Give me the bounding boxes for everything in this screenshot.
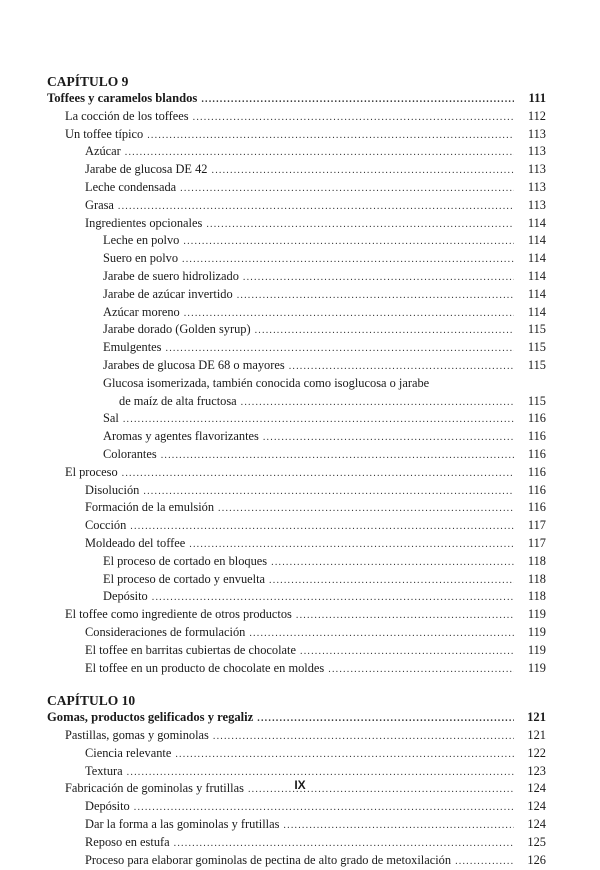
dot-leader bbox=[212, 162, 515, 180]
toc-entry-title: Dar la forma a las gominolas y frutillas bbox=[85, 817, 280, 832]
dot-leader bbox=[455, 853, 514, 870]
dot-leader bbox=[193, 109, 514, 127]
toc-entry bbox=[47, 464, 546, 482]
toc-entry-title: Textura bbox=[85, 763, 123, 778]
toc-entry-page: 116 bbox=[527, 464, 546, 479]
toc-entry-page: 121 bbox=[527, 728, 546, 743]
chapter-9 bbox=[47, 74, 546, 677]
toc-entry bbox=[47, 553, 546, 571]
toc-entry bbox=[47, 90, 546, 108]
chapter-entries bbox=[47, 90, 546, 677]
toc-entry-page: 113 bbox=[527, 126, 546, 141]
toc-entry-title: Leche en polvo bbox=[103, 233, 180, 248]
table-of-contents bbox=[47, 74, 546, 869]
dot-leader bbox=[166, 340, 515, 358]
toc-entry-page: 114 bbox=[527, 286, 546, 301]
toc-entry-page: 124 bbox=[527, 799, 546, 814]
dot-leader bbox=[269, 572, 514, 590]
toc-entry bbox=[47, 624, 546, 642]
toc-entry bbox=[47, 745, 546, 763]
dot-leader bbox=[147, 127, 514, 145]
toc-entry-page: 115 bbox=[527, 357, 546, 372]
toc-entry bbox=[47, 126, 546, 144]
toc-entry bbox=[47, 375, 546, 393]
toc-entry-page: 114 bbox=[527, 233, 546, 248]
toc-entry bbox=[47, 232, 546, 250]
dot-leader bbox=[249, 625, 514, 643]
toc-entry-title: Jarabe de azúcar invertido bbox=[103, 286, 233, 301]
toc-entry bbox=[47, 143, 546, 161]
toc-entry-page: 113 bbox=[527, 179, 546, 194]
toc-entry-title: Pastillas, gomas y gominolas bbox=[65, 728, 209, 743]
toc-entry bbox=[47, 446, 546, 464]
toc-entry-title: Moldeado del toffee bbox=[85, 535, 186, 550]
dot-leader bbox=[243, 269, 514, 287]
toc-entry-title: Cocción bbox=[85, 518, 127, 533]
toc-entry-page: 116 bbox=[527, 500, 546, 515]
dot-leader bbox=[213, 728, 514, 746]
toc-entry bbox=[47, 108, 546, 126]
toc-entry bbox=[47, 304, 546, 322]
toc-entry bbox=[47, 588, 546, 606]
toc-entry-page: 122 bbox=[527, 745, 546, 760]
toc-entry bbox=[47, 197, 546, 215]
toc-entry-page: 121 bbox=[527, 710, 546, 725]
dot-leader bbox=[241, 394, 514, 412]
toc-entry-title: Ingredientes opcionales bbox=[85, 215, 203, 230]
toc-entry-title: Depósito bbox=[103, 589, 148, 604]
toc-entry-page: 119 bbox=[527, 660, 546, 675]
dot-leader bbox=[283, 817, 514, 835]
toc-entry-title: Colorantes bbox=[103, 446, 157, 461]
toc-entry bbox=[47, 727, 546, 745]
dot-leader bbox=[175, 746, 514, 764]
toc-entry bbox=[47, 250, 546, 268]
toc-entry-page: 114 bbox=[527, 251, 546, 266]
dot-leader bbox=[183, 233, 514, 251]
toc-entry-title: Suero en polvo bbox=[103, 251, 179, 266]
toc-entry bbox=[47, 499, 546, 517]
toc-entry-page: 124 bbox=[527, 817, 546, 832]
dot-leader bbox=[180, 180, 514, 198]
toc-entry-page: 112 bbox=[527, 108, 546, 123]
toc-entry bbox=[47, 709, 546, 727]
toc-entry bbox=[47, 535, 546, 553]
toc-entry-title: Reposo en estufa bbox=[85, 834, 170, 849]
toc-entry-page: 119 bbox=[527, 624, 546, 639]
toc-entry bbox=[47, 428, 546, 446]
dot-leader bbox=[328, 661, 514, 679]
toc-entry-title: Fabricación de gominolas y frutillas bbox=[65, 781, 244, 796]
toc-entry-page: 126 bbox=[527, 852, 546, 867]
toc-entry-page: 118 bbox=[527, 553, 546, 568]
toc-entry bbox=[47, 517, 546, 535]
toc-entry bbox=[47, 357, 546, 375]
dot-leader bbox=[255, 322, 514, 340]
toc-entry-page: 116 bbox=[527, 411, 546, 426]
toc-entry-title: Emulgentes bbox=[103, 340, 162, 355]
dot-leader bbox=[123, 411, 514, 429]
toc-entry-title: El proceso de cortado en bloques bbox=[103, 553, 268, 568]
toc-entry bbox=[47, 393, 546, 411]
toc-entry bbox=[47, 852, 546, 870]
toc-entry bbox=[47, 642, 546, 660]
dot-leader bbox=[174, 835, 514, 853]
dot-leader bbox=[300, 643, 514, 661]
dot-leader bbox=[134, 799, 514, 817]
toc-entry bbox=[47, 286, 546, 304]
toc-entry-page: 114 bbox=[527, 304, 546, 319]
toc-entry bbox=[47, 660, 546, 678]
toc-entry-page: 119 bbox=[527, 642, 546, 657]
toc-entry-title: de maíz de alta fructosa bbox=[119, 393, 237, 408]
toc-entry-page: 118 bbox=[527, 589, 546, 604]
toc-entry-page: 117 bbox=[527, 535, 546, 550]
toc-entry-title: Grasa bbox=[85, 197, 114, 212]
toc-entry-title: Disolución bbox=[85, 482, 140, 497]
toc-entry-title: El toffee como ingrediente de otros productos bbox=[65, 607, 292, 622]
toc-entry bbox=[47, 798, 546, 816]
toc-entry-title: Glucosa isomerizada, también conocida como isoglucosa o jarabe bbox=[103, 375, 430, 390]
toc-entry-title: Azúcar moreno bbox=[103, 304, 180, 319]
toc-entry-page: 115 bbox=[527, 393, 546, 408]
toc-entry-page: 113 bbox=[527, 197, 546, 212]
toc-entry-title: Un toffee típico bbox=[65, 126, 144, 141]
toc-entry bbox=[47, 215, 546, 233]
dot-leader bbox=[296, 607, 514, 625]
toc-entry-title: Leche condensada bbox=[85, 179, 177, 194]
toc-entry-page: 116 bbox=[527, 429, 546, 444]
toc-entry-title: Ciencia relevante bbox=[85, 745, 172, 760]
dot-leader bbox=[271, 554, 514, 572]
toc-entry-page: 114 bbox=[527, 268, 546, 283]
dot-leader bbox=[218, 500, 514, 518]
dot-leader bbox=[182, 251, 514, 269]
toc-entry-title: El proceso de cortado y envuelta bbox=[103, 571, 266, 586]
toc-entry-title: Jarabe de suero hidrolizado bbox=[103, 268, 239, 283]
toc-entry-page: 123 bbox=[527, 763, 546, 778]
dot-leader bbox=[122, 465, 514, 483]
dot-leader bbox=[201, 91, 514, 109]
toc-entry-page: 118 bbox=[527, 571, 546, 586]
toc-entry-page: 117 bbox=[527, 518, 546, 533]
dot-leader bbox=[237, 287, 514, 305]
toc-entry bbox=[47, 816, 546, 834]
toc-entry bbox=[47, 482, 546, 500]
toc-entry bbox=[47, 410, 546, 428]
chapter-heading: CAPÍTULO 10 bbox=[47, 693, 136, 709]
toc-entry-title: Depósito bbox=[85, 799, 130, 814]
dot-leader bbox=[130, 518, 514, 536]
toc-entry-title: Formación de la emulsión bbox=[85, 500, 215, 515]
toc-entry bbox=[47, 268, 546, 286]
toc-entry-page: 116 bbox=[527, 446, 546, 461]
dot-leader bbox=[161, 447, 514, 465]
toc-entry bbox=[47, 161, 546, 179]
toc-entry-page: 111 bbox=[528, 91, 546, 105]
toc-entry-title: Gomas, productos gelificados y regaliz bbox=[47, 710, 254, 725]
toc-entry-page: 114 bbox=[527, 215, 546, 230]
toc-entry bbox=[47, 606, 546, 624]
dot-leader bbox=[263, 429, 514, 447]
toc-entry-title: Toffees y caramelos blandos bbox=[47, 91, 198, 105]
toc-entry-title: Proceso para elaborar gominolas de pectina de alto grado de metoxilación bbox=[85, 852, 452, 867]
toc-entry bbox=[47, 321, 546, 339]
toc-entry-page: 115 bbox=[527, 322, 546, 337]
dot-leader bbox=[257, 710, 514, 728]
toc-entry-title: Sal bbox=[103, 411, 119, 426]
page-folio: IX bbox=[294, 778, 306, 792]
toc-entry-title: Jarabes de glucosa DE 68 o mayores bbox=[103, 357, 285, 372]
toc-entry-page: 119 bbox=[527, 607, 546, 622]
toc-entry-page: 113 bbox=[527, 162, 546, 177]
toc-entry-page: 124 bbox=[527, 781, 546, 796]
toc-entry-title: La cocción de los toffees bbox=[65, 108, 189, 123]
toc-entry-title: El toffee en un producto de chocolate en moldes bbox=[85, 660, 325, 675]
dot-leader bbox=[152, 589, 514, 607]
toc-entry-page: 116 bbox=[527, 482, 546, 497]
toc-entry-title: El toffee en barritas cubiertas de chocolate bbox=[85, 642, 296, 657]
dot-leader bbox=[143, 483, 514, 501]
dot-leader bbox=[184, 305, 514, 323]
toc-entry-page: 113 bbox=[527, 144, 546, 159]
toc-entry bbox=[47, 834, 546, 852]
toc-entry-title: Aromas y agentes flavorizantes bbox=[103, 429, 259, 444]
dot-leader bbox=[118, 198, 514, 216]
dot-leader bbox=[125, 144, 514, 162]
toc-entry-title: Jarabe de glucosa DE 42 bbox=[85, 162, 208, 177]
toc-entry-title: Consideraciones de formulación bbox=[85, 624, 246, 639]
toc-entry-title: Azúcar bbox=[85, 144, 121, 159]
toc-entry-page: 125 bbox=[527, 834, 546, 849]
chapter-heading: CAPÍTULO 9 bbox=[47, 74, 129, 89]
dot-leader bbox=[189, 536, 514, 554]
toc-entry-title: El proceso bbox=[65, 464, 118, 479]
dot-leader bbox=[289, 358, 514, 376]
toc-entry bbox=[47, 339, 546, 357]
dot-leader bbox=[206, 216, 514, 234]
toc-entry bbox=[47, 179, 546, 197]
toc-entry-page: 115 bbox=[527, 340, 546, 355]
toc-entry-title: Jarabe dorado (Golden syrup) bbox=[103, 322, 251, 337]
toc-entry bbox=[47, 571, 546, 589]
